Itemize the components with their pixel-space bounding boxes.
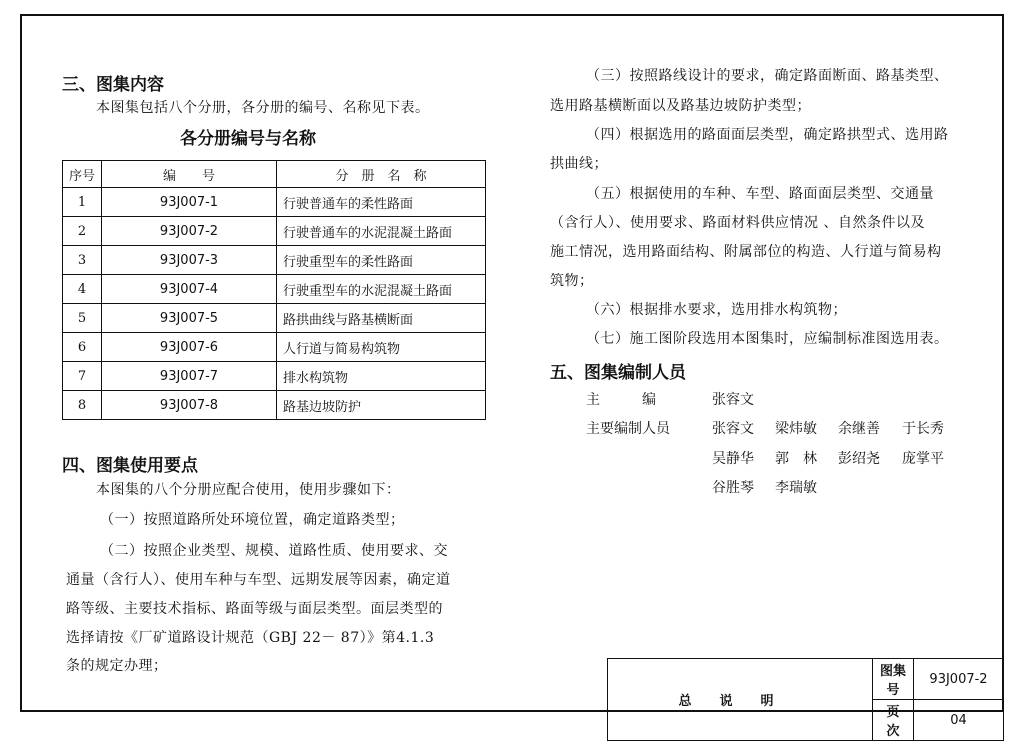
title-block bbox=[607, 658, 1004, 739]
staff-name: 李瑞敏 bbox=[775, 480, 817, 496]
staff-name: 张容文 bbox=[712, 421, 754, 437]
row-code: 93J007-5 bbox=[102, 304, 277, 333]
page-number: 04 bbox=[914, 700, 1004, 741]
staff-name: 余继善 bbox=[838, 421, 880, 437]
atlas-number: 93J007-2 bbox=[914, 659, 1004, 700]
row-name: 路拱曲线与路基横断面 bbox=[277, 304, 486, 333]
row-no: 4 bbox=[63, 275, 102, 304]
step5-line1: （五）根据使用的车种、车型、路面面层类型、交通量 bbox=[586, 186, 934, 202]
row-code: 93J007-6 bbox=[102, 333, 277, 362]
row-no: 6 bbox=[63, 333, 102, 362]
drawing-title: 总说明 bbox=[608, 659, 873, 741]
table-row bbox=[63, 304, 486, 333]
step3-line2: 选用路基横断面以及路基边坡防护类型； bbox=[550, 98, 811, 114]
step2-line2: 通量（含行人）、使用车种与车型、远期发展等因素，确定道 bbox=[66, 572, 451, 588]
row-no: 8 bbox=[63, 391, 102, 420]
section5-heading: 五、图集编制人员 bbox=[550, 363, 686, 383]
row-code: 93J007-4 bbox=[102, 275, 277, 304]
row-code: 93J007-7 bbox=[102, 362, 277, 391]
main-staff-label: 主要编制人员 bbox=[586, 421, 670, 437]
row-name: 行驶普通车的柔性路面 bbox=[277, 188, 486, 217]
step1-text: （一）按照道路所处环境位置，确定道路类型； bbox=[100, 512, 405, 528]
row-no: 1 bbox=[63, 188, 102, 217]
table-row bbox=[63, 246, 486, 275]
step7-text: （七）施工图阶段选用本图集时，应编制标准图选用表。 bbox=[586, 331, 949, 347]
step5-line4: 筑物； bbox=[550, 273, 594, 289]
atlas-number-label: 图集号 bbox=[873, 659, 914, 700]
row-name: 人行道与简易构筑物 bbox=[277, 333, 486, 362]
row-code: 93J007-1 bbox=[102, 188, 277, 217]
section4-heading: 四、图集使用要点 bbox=[62, 456, 198, 476]
step3-line1: （三）按照路线设计的要求，确定路面断面、路基类型、 bbox=[586, 68, 949, 84]
staff-name: 吴静华 bbox=[712, 451, 754, 467]
volume-table-title: 各分册编号与名称 bbox=[180, 129, 316, 149]
staff-name: 庞掌平 bbox=[902, 451, 944, 467]
row-no: 5 bbox=[63, 304, 102, 333]
header-code: 编 号 bbox=[102, 161, 277, 188]
step4-line2: 拱曲线； bbox=[550, 156, 608, 172]
table-header-row bbox=[63, 161, 486, 188]
row-name: 行驶重型车的水泥混凝土路面 bbox=[277, 275, 486, 304]
table-row bbox=[63, 362, 486, 391]
chief-editor-name: 张容文 bbox=[712, 392, 754, 408]
table-row bbox=[63, 391, 486, 420]
staff-name: 谷胜琴 bbox=[712, 480, 754, 496]
row-name: 路基边坡防护 bbox=[277, 391, 486, 420]
staff-name: 梁炜敏 bbox=[775, 421, 817, 437]
step2-line1: （二）按照企业类型、规模、道路性质、使用要求、交 bbox=[100, 543, 448, 559]
row-code: 93J007-3 bbox=[102, 246, 277, 275]
table-row bbox=[63, 333, 486, 362]
row-no: 7 bbox=[63, 362, 102, 391]
step4-line1: （四）根据选用的路面面层类型，确定路拱型式、选用路 bbox=[586, 127, 949, 143]
volume-table bbox=[62, 160, 486, 420]
staff-name: 彭绍尧 bbox=[838, 451, 880, 467]
header-name: 分 册 名 称 bbox=[277, 161, 486, 188]
section3-intro: 本图集包括八个分册，各分册的编号、名称见下表。 bbox=[96, 100, 430, 116]
row-code: 93J007-8 bbox=[102, 391, 277, 420]
row-name: 行驶重型车的柔性路面 bbox=[277, 246, 486, 275]
chief-editor-label: 主 编 bbox=[586, 392, 656, 408]
staff-name: 郭 林 bbox=[775, 451, 817, 467]
table-row bbox=[63, 217, 486, 246]
step2-line3: 路等级、主要技术指标、路面等级与面层类型。面层类型的 bbox=[66, 601, 443, 617]
step5-line2: （含行人）、使用要求、路面材料供应情况 、自然条件以及 bbox=[550, 215, 925, 231]
row-no: 3 bbox=[63, 246, 102, 275]
staff-name: 于长秀 bbox=[902, 421, 944, 437]
header-no: 序号 bbox=[63, 161, 102, 188]
section3-heading: 三、图集内容 bbox=[62, 75, 164, 95]
table-row bbox=[63, 188, 486, 217]
row-code: 93J007-2 bbox=[102, 217, 277, 246]
step2-line4: 选择请按《厂矿道路设计规范（GBJ 22－ 87）》第4.1.3 bbox=[66, 630, 435, 646]
table-row bbox=[63, 275, 486, 304]
row-no: 2 bbox=[63, 217, 102, 246]
page-number-label: 页 次 bbox=[873, 700, 914, 741]
step6-text: （六）根据排水要求，选用排水构筑物； bbox=[586, 302, 847, 318]
section4-intro: 本图集的八个分册应配合使用，使用步骤如下： bbox=[96, 482, 401, 498]
step5-line3: 施工情况，选用路面结构、附属部位的构造、人行道与简易构 bbox=[550, 244, 942, 260]
row-name: 行驶普通车的水泥混凝土路面 bbox=[277, 217, 486, 246]
step2-line5: 条的规定办理； bbox=[66, 658, 168, 674]
row-name: 排水构筑物 bbox=[277, 362, 486, 391]
